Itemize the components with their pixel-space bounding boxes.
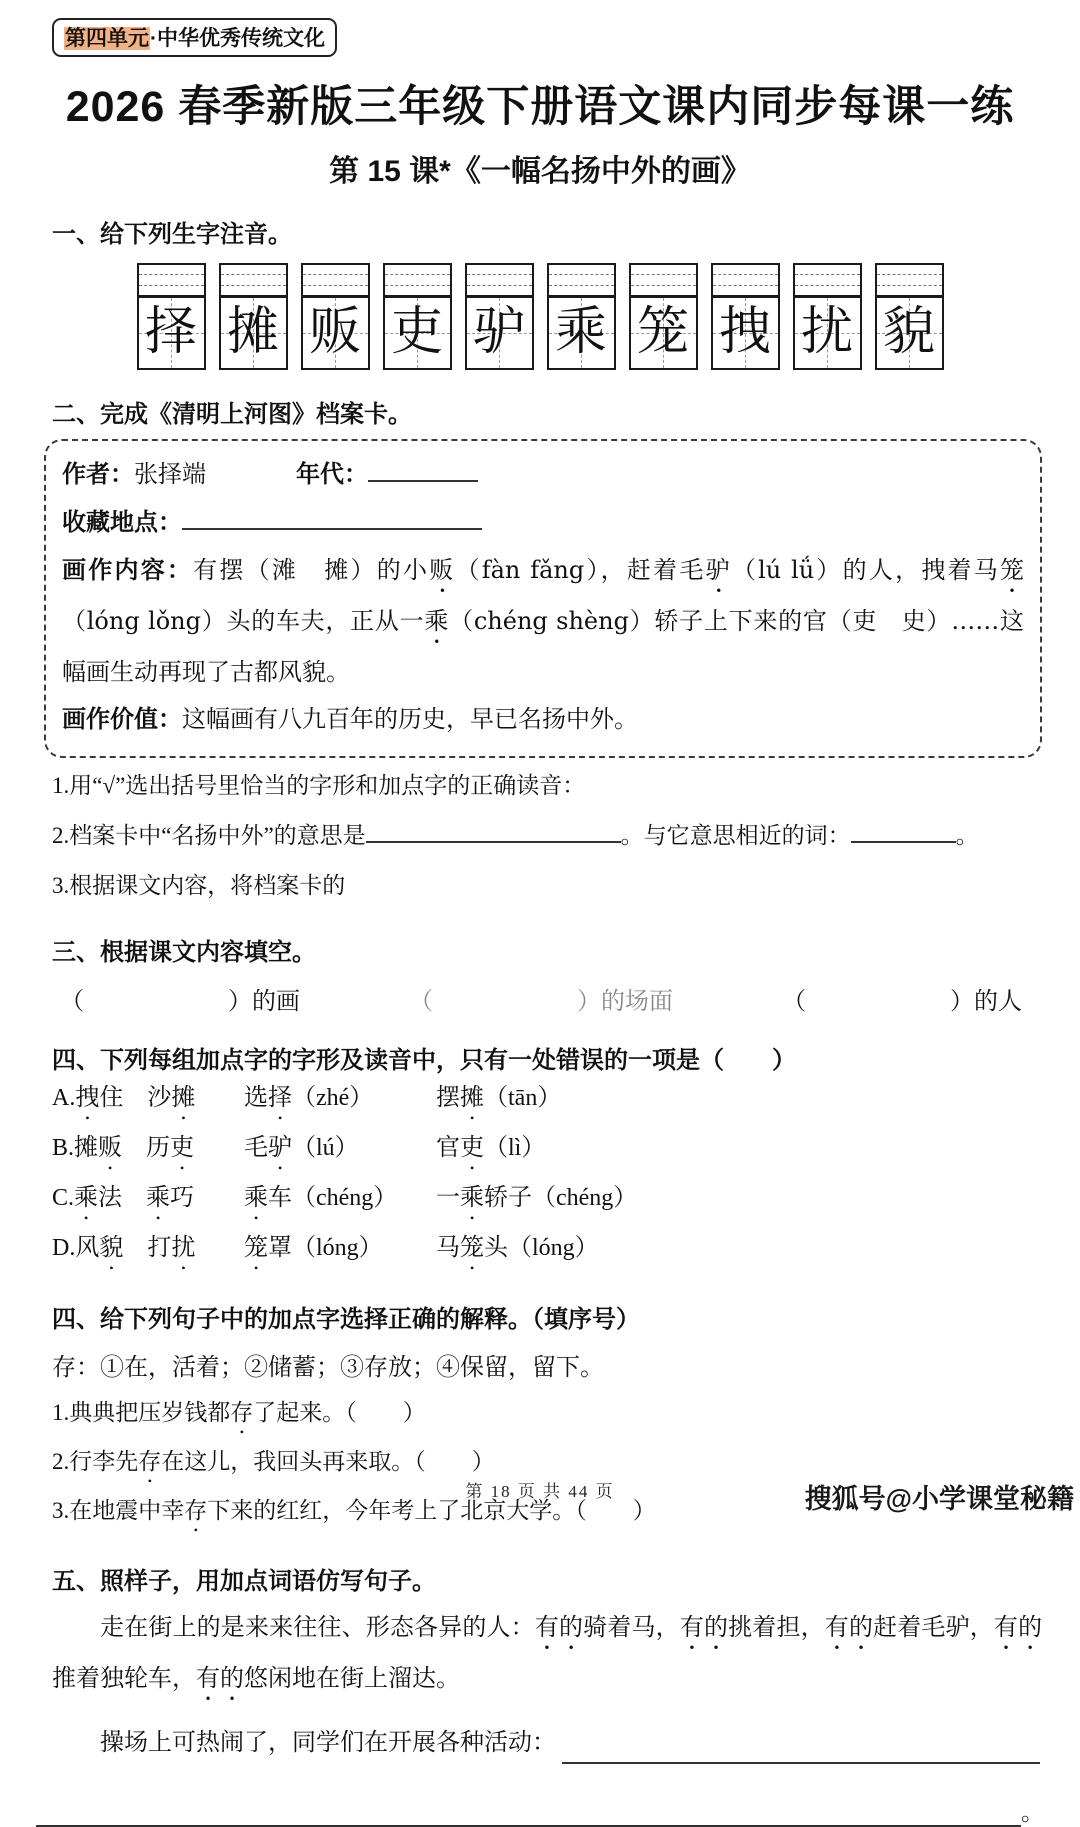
imitation-prompt [52,1720,1040,1764]
lesson-subtitle: 第 15 课*《一幅名扬中外的画》 [329,155,751,188]
character-cell [795,298,860,368]
imitation-blank-1 [562,1739,1040,1764]
question-2-blank-2 [851,819,956,843]
pinyin-lines [795,265,860,298]
question-2-blank-1 [366,819,621,843]
grid-character: 吏 [390,304,443,361]
era-label: 年代： [296,461,368,488]
grid-character: 拽 [718,304,771,361]
character-cell [139,298,204,368]
character-box [301,263,370,370]
pinyin-character-grid [0,263,1080,370]
option-row-c [52,1175,1040,1225]
character-box [465,263,534,370]
question-2-text: 2.档案卡中“名扬中外”的意思是 [52,823,366,848]
watermark: 搜狐号@小学课堂秘籍 [804,1484,1074,1514]
imitation-blank-2 [36,1803,1021,1827]
character-cell [549,298,614,368]
option-b-pinyin-2: 官吏（lì） [436,1135,546,1161]
imitation-period: 。 [1021,1800,1044,1825]
archive-card [44,439,1042,758]
value-label: 画作价值： [62,706,182,733]
option-c-pinyin-1: 乘车（chéng） [244,1185,398,1211]
option-a-pinyin-1: 选择（zhé） [244,1085,374,1111]
character-box [383,263,452,370]
imitation-blank-line [36,1794,1044,1827]
character-cell [877,298,942,368]
era-blank [368,457,478,482]
card-content-line [62,547,1024,696]
sentence-3: 3.在地震中幸存下来的红红，今年考上了北京大学。（ ） [52,1498,656,1523]
card-value-line [62,696,1024,744]
page-title: 2026 春季新版三年级下册语文课内同步每课一练 [65,83,1015,131]
imitation-prompt-text: 操场上可热闹了，同学们在开展各种活动： [100,1728,556,1756]
character-cell [467,298,532,368]
grid-character: 择 [144,304,197,361]
fill-blank-painting: （ ）的画 [60,989,300,1015]
character-cell [713,298,778,368]
pinyin-lines [221,265,286,298]
grid-character: 笼 [636,304,689,361]
example-sentence: 走在街上的是来来往往、形态各异的人：有的骑着马，有的挑着担，有的赶着毛驴，有的推着独轮车，有的悠闲地在街上溜达。 [52,1613,1043,1692]
option-row-b [52,1125,1040,1175]
pinyin-lines [877,265,942,298]
sentence-1: 1.典典把压岁钱都存了起来。（ ） [52,1400,426,1425]
character-cell [631,298,696,368]
question-2 [52,814,1040,858]
option-b-words: B.摊贩 历吏 [52,1135,195,1161]
pinyin-lines [139,265,204,298]
sentence-2: 2.行李先存在这儿，我回头再来取。（ ） [52,1449,495,1474]
author-value: 张择端 [134,460,206,488]
section5-heading: 五、照样子，用加点词语仿写句子。 [52,1568,436,1595]
question-1: 1.用“√”选出括号里恰当的字形和加点字的正确读音： [52,773,586,798]
section4b-heading: 四、给下列句子中的加点字选择正确的解释。（填序号） [52,1306,640,1333]
pinyin-lines [385,265,450,298]
card-author-line [62,451,1024,499]
pinyin-lines [631,265,696,298]
definition-gloss: 存：①在，活着；②储蓄；③存放；④保留，留下。 [52,1353,604,1381]
option-c-words: C.乘法 乘巧 [52,1185,195,1211]
location-label: 收藏地点： [62,509,182,536]
author-label: 作者： [62,461,134,488]
character-box [793,263,862,370]
grid-character: 贩 [308,304,361,361]
character-box [711,263,780,370]
fill-blank-people: （ ）的人 [782,989,1022,1015]
unit-badge-number: 第四单元 [65,27,149,50]
pinyin-lines [713,265,778,298]
option-d-words: D.风貌 打扰 [52,1235,196,1261]
value-text: 这幅画有八九百年的历史，早已名扬中外。 [182,705,638,733]
character-cell [221,298,286,368]
option-d-pinyin-1: 笼罩（lóng） [244,1235,383,1261]
option-b-pinyin-1: 毛驴（lú） [244,1135,359,1161]
pinyin-lines [467,265,532,298]
section2-heading: 二、完成《清明上河图》档案卡。 [52,401,412,428]
option-row-a [52,1075,1040,1125]
question-2-period: 。 [955,823,979,848]
fill-blank-scene: （ ）的场面 [409,989,673,1015]
section3-heading: 三、根据课文内容填空。 [52,939,316,966]
option-d-pinyin-2: 马笼头（lóng） [436,1235,599,1261]
grid-character: 扰 [800,304,853,361]
character-box [137,263,206,370]
grid-character: 貌 [882,304,935,361]
character-box [219,263,288,370]
option-c-pinyin-2: 一乘轿子（chéng） [436,1185,638,1211]
grid-character: 摊 [226,304,279,361]
section1-heading: 一、给下列生字注音。 [52,221,292,248]
character-cell [303,298,368,368]
option-a-pinyin-2: 摆摊（tān） [436,1085,562,1111]
character-box [547,263,616,370]
location-blank [182,505,482,530]
question-2-mid: 。与它意思相近的词： [620,823,851,848]
option-row-d [52,1225,1040,1275]
grid-character: 驴 [472,304,525,361]
unit-badge [52,18,337,57]
grid-character: 乘 [554,304,607,361]
unit-badge-theme: ·中华优秀传统文化 [150,27,325,50]
question-3: 3.根据课文内容，将档案卡的 [52,873,346,898]
content-text: 有摆（滩 摊）的小贩（fàn fǎng），赶着毛驴（lú lǘ）的人，拽着马笼（lóng lǒng）头的车夫，正从一乘（chéng shèng）轿子上下来的官（吏 史）……这幅画生动再现了古都风貌。 [62,556,1025,686]
character-cell [385,298,450,368]
pinyin-lines [303,265,368,298]
page-number: 第 18 页 共 44 页 [465,1482,615,1501]
section4a-heading: 四、下列每组加点字的字形及读音中，只有一处错误的一项是（ ） [52,1047,796,1074]
content-label: 画作内容： [62,557,194,584]
pinyin-lines [549,265,614,298]
character-box [629,263,698,370]
fill-blank-row [60,981,1022,1016]
card-location-line [62,499,1024,547]
character-box [875,263,944,370]
option-a-words: A.拽住 沙摊 [52,1085,196,1111]
